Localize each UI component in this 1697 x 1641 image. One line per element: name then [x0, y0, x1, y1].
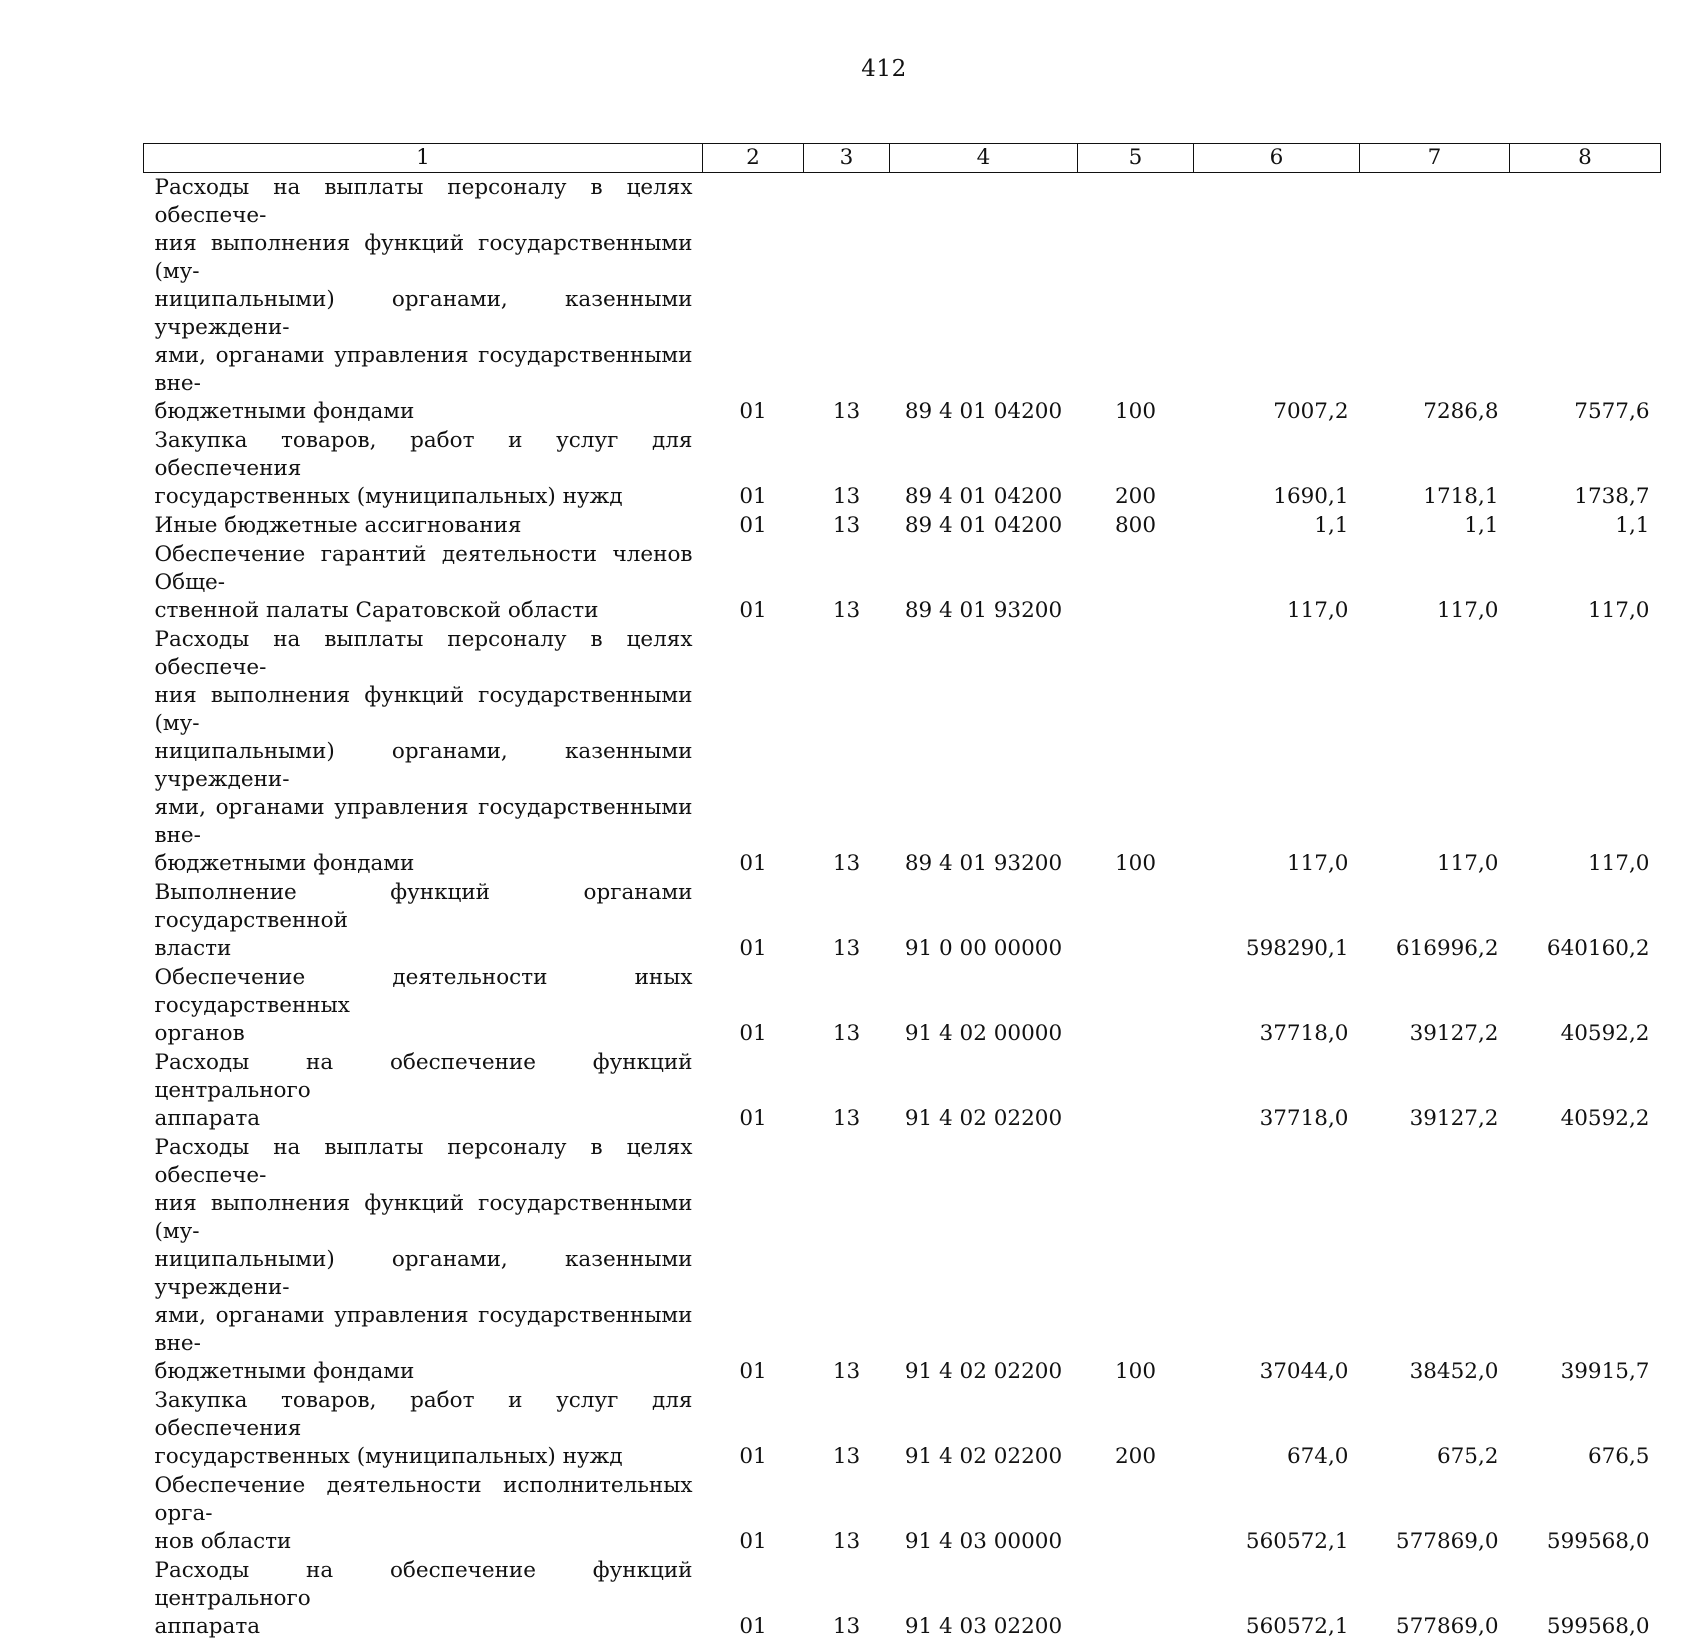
- amount-year3-cell: 640160,2: [1510, 878, 1661, 963]
- section-code-cell: 01: [703, 878, 804, 963]
- target-article-cell: 89 4 01 04200: [890, 173, 1078, 427]
- page-number: 412: [0, 56, 1697, 82]
- expense-name-line: ями, органами управления государственными вне-: [155, 794, 693, 850]
- amount-year1-cell: 1,1: [1194, 511, 1360, 540]
- amount-year2-cell: 577869,0: [1360, 1471, 1510, 1556]
- amount-year2-cell: 616996,2: [1360, 878, 1510, 963]
- section-code-cell: 01: [703, 173, 804, 427]
- amount-year1-cell: 7007,2: [1194, 173, 1360, 427]
- target-article-cell: 91 4 02 02200: [890, 1048, 1078, 1133]
- expense-name-line: аппарата: [155, 1105, 693, 1133]
- table-row: [144, 878, 1661, 963]
- section-code-cell: 01: [703, 1556, 804, 1641]
- amount-year3-cell: 599568,0: [1510, 1556, 1661, 1641]
- amount-year2-cell: 7286,8: [1360, 173, 1510, 427]
- amount-year3-cell: 676,5: [1510, 1386, 1661, 1471]
- column-header: 6: [1194, 144, 1360, 173]
- section-code-cell: 01: [703, 426, 804, 511]
- expense-name-line: ниципальными) органами, казенными учреждени-: [155, 738, 693, 794]
- subsection-code-cell: 13: [804, 426, 890, 511]
- subsection-code-cell: 13: [804, 1556, 890, 1641]
- expense-name-line: Иные бюджетные ассигнования: [155, 512, 693, 540]
- table-row: [144, 1386, 1661, 1471]
- expense-name-line: Обеспечение гарантий деятельности членов Обще-: [155, 541, 693, 597]
- expense-name-cell: [144, 625, 703, 878]
- expense-name-line: Обеспечение деятельности исполнительных орга-: [155, 1472, 693, 1528]
- amount-year1-cell: 560572,1: [1194, 1556, 1360, 1641]
- expense-name-cell: [144, 1386, 703, 1471]
- expense-name-cell: [144, 426, 703, 511]
- expense-name-line: нов области: [155, 1528, 693, 1556]
- section-code-cell: 01: [703, 540, 804, 625]
- expense-name-cell: [144, 1133, 703, 1386]
- section-code-cell: 01: [703, 1471, 804, 1556]
- expense-type-cell: [1078, 963, 1194, 1048]
- expense-name-cell: [144, 511, 703, 540]
- header-row: [144, 144, 1661, 173]
- amount-year2-cell: 117,0: [1360, 540, 1510, 625]
- amount-year3-cell: 39915,7: [1510, 1133, 1661, 1386]
- subsection-code-cell: 13: [804, 1133, 890, 1386]
- column-header: 2: [703, 144, 804, 173]
- subsection-code-cell: 13: [804, 963, 890, 1048]
- amount-year3-cell: 40592,2: [1510, 1048, 1661, 1133]
- subsection-code-cell: 13: [804, 1386, 890, 1471]
- expense-type-cell: 200: [1078, 426, 1194, 511]
- expense-name-line: бюджетными фондами: [155, 1358, 693, 1386]
- amount-year1-cell: 1690,1: [1194, 426, 1360, 511]
- subsection-code-cell: 13: [804, 173, 890, 427]
- expense-name-cell: [144, 540, 703, 625]
- subsection-code-cell: 13: [804, 625, 890, 878]
- expense-name-line: государственных (муниципальных) нужд: [155, 483, 693, 511]
- table-body: [144, 173, 1661, 1641]
- expense-type-cell: 100: [1078, 173, 1194, 427]
- expense-name-line: государственных (муниципальных) нужд: [155, 1443, 693, 1471]
- expense-name-line: Расходы на выплаты персоналу в целях обеспече-: [155, 174, 693, 230]
- subsection-code-cell: 13: [804, 878, 890, 963]
- amount-year1-cell: 598290,1: [1194, 878, 1360, 963]
- target-article-cell: 89 4 01 04200: [890, 511, 1078, 540]
- amount-year2-cell: 117,0: [1360, 625, 1510, 878]
- section-code-cell: 01: [703, 963, 804, 1048]
- subsection-code-cell: 13: [804, 511, 890, 540]
- amount-year1-cell: 560572,1: [1194, 1471, 1360, 1556]
- expense-type-cell: 200: [1078, 1386, 1194, 1471]
- expense-name-cell: [144, 173, 703, 427]
- amount-year2-cell: 675,2: [1360, 1386, 1510, 1471]
- expense-name-line: бюджетными фондами: [155, 398, 693, 426]
- table-row: [144, 173, 1661, 427]
- expense-name-cell: [144, 1048, 703, 1133]
- expense-name-line: бюджетными фондами: [155, 850, 693, 878]
- section-code-cell: 01: [703, 1386, 804, 1471]
- table-row: [144, 426, 1661, 511]
- amount-year1-cell: 674,0: [1194, 1386, 1360, 1471]
- subsection-code-cell: 13: [804, 1471, 890, 1556]
- amount-year2-cell: 39127,2: [1360, 963, 1510, 1048]
- expense-name-line: власти: [155, 935, 693, 963]
- expense-type-cell: [1078, 540, 1194, 625]
- expense-name-line: ния выполнения функций государственными (му-: [155, 1190, 693, 1246]
- amount-year1-cell: 117,0: [1194, 540, 1360, 625]
- expense-name-line: ния выполнения функций государственными (му-: [155, 682, 693, 738]
- column-header: 5: [1078, 144, 1194, 173]
- expense-name-line: Расходы на выплаты персоналу в целях обеспече-: [155, 626, 693, 682]
- column-header: 4: [890, 144, 1078, 173]
- expense-name-line: органов: [155, 1020, 693, 1048]
- amount-year1-cell: 37044,0: [1194, 1133, 1360, 1386]
- table-row: [144, 963, 1661, 1048]
- expense-name-line: ниципальными) органами, казенными учреждени-: [155, 286, 693, 342]
- amount-year2-cell: 38452,0: [1360, 1133, 1510, 1386]
- amount-year2-cell: 577869,0: [1360, 1556, 1510, 1641]
- section-code-cell: 01: [703, 1048, 804, 1133]
- expense-name-cell: [144, 1471, 703, 1556]
- table-row: [144, 1556, 1661, 1641]
- expense-name-line: Закупка товаров, работ и услуг для обеспечения: [155, 1387, 693, 1443]
- target-article-cell: 89 4 01 93200: [890, 540, 1078, 625]
- expense-type-cell: 800: [1078, 511, 1194, 540]
- expense-type-cell: [1078, 878, 1194, 963]
- table-header: [144, 144, 1661, 173]
- amount-year3-cell: 117,0: [1510, 540, 1661, 625]
- table-row: [144, 540, 1661, 625]
- target-article-cell: 89 4 01 04200: [890, 426, 1078, 511]
- expense-name-cell: [144, 963, 703, 1048]
- expense-name-cell: [144, 1556, 703, 1641]
- expense-type-cell: [1078, 1471, 1194, 1556]
- expense-name-line: ями, органами управления государственными вне-: [155, 342, 693, 398]
- target-article-cell: 91 4 03 00000: [890, 1471, 1078, 1556]
- amount-year2-cell: 1,1: [1360, 511, 1510, 540]
- expense-name-line: ниципальными) органами, казенными учреждени-: [155, 1246, 693, 1302]
- subsection-code-cell: 13: [804, 540, 890, 625]
- target-article-cell: 91 4 02 02200: [890, 1133, 1078, 1386]
- expense-name-line: Расходы на обеспечение функций центрального: [155, 1049, 693, 1105]
- column-header: 7: [1360, 144, 1510, 173]
- column-header: 8: [1510, 144, 1661, 173]
- target-article-cell: 91 4 03 02200: [890, 1556, 1078, 1641]
- expense-name-line: ями, органами управления государственными вне-: [155, 1302, 693, 1358]
- table-row: [144, 1048, 1661, 1133]
- amount-year3-cell: 1,1: [1510, 511, 1661, 540]
- column-header: 3: [804, 144, 890, 173]
- table-row: [144, 625, 1661, 878]
- target-article-cell: 89 4 01 93200: [890, 625, 1078, 878]
- expense-name-line: Расходы на обеспечение функций центрального: [155, 1557, 693, 1613]
- section-code-cell: 01: [703, 1133, 804, 1386]
- budget-table: [143, 143, 1661, 1641]
- amount-year2-cell: 39127,2: [1360, 1048, 1510, 1133]
- expense-name-cell: [144, 878, 703, 963]
- table-row: [144, 1133, 1661, 1386]
- expense-name-line: ственной палаты Саратовской области: [155, 597, 693, 625]
- expense-name-line: аппарата: [155, 1613, 693, 1641]
- expense-name-line: Расходы на выплаты персоналу в целях обеспече-: [155, 1134, 693, 1190]
- expense-type-cell: 100: [1078, 1133, 1194, 1386]
- expense-name-line: ния выполнения функций государственными (му-: [155, 230, 693, 286]
- target-article-cell: 91 4 02 00000: [890, 963, 1078, 1048]
- amount-year1-cell: 37718,0: [1194, 1048, 1360, 1133]
- target-article-cell: 91 4 02 02200: [890, 1386, 1078, 1471]
- column-header: 1: [144, 144, 703, 173]
- amount-year3-cell: 40592,2: [1510, 963, 1661, 1048]
- expense-name-line: Обеспечение деятельности иных государственных: [155, 964, 693, 1020]
- amount-year3-cell: 1738,7: [1510, 426, 1661, 511]
- table-row: [144, 1471, 1661, 1556]
- section-code-cell: 01: [703, 625, 804, 878]
- expense-name-line: Закупка товаров, работ и услуг для обеспечения: [155, 427, 693, 483]
- expense-type-cell: [1078, 1048, 1194, 1133]
- section-code-cell: 01: [703, 511, 804, 540]
- expense-type-cell: 100: [1078, 625, 1194, 878]
- target-article-cell: 91 0 00 00000: [890, 878, 1078, 963]
- amount-year1-cell: 117,0: [1194, 625, 1360, 878]
- expense-name-line: Выполнение функций органами государственной: [155, 879, 693, 935]
- amount-year3-cell: 599568,0: [1510, 1471, 1661, 1556]
- amount-year2-cell: 1718,1: [1360, 426, 1510, 511]
- amount-year1-cell: 37718,0: [1194, 963, 1360, 1048]
- amount-year3-cell: 7577,6: [1510, 173, 1661, 427]
- expense-type-cell: [1078, 1556, 1194, 1641]
- subsection-code-cell: 13: [804, 1048, 890, 1133]
- table-row: [144, 511, 1661, 540]
- amount-year3-cell: 117,0: [1510, 625, 1661, 878]
